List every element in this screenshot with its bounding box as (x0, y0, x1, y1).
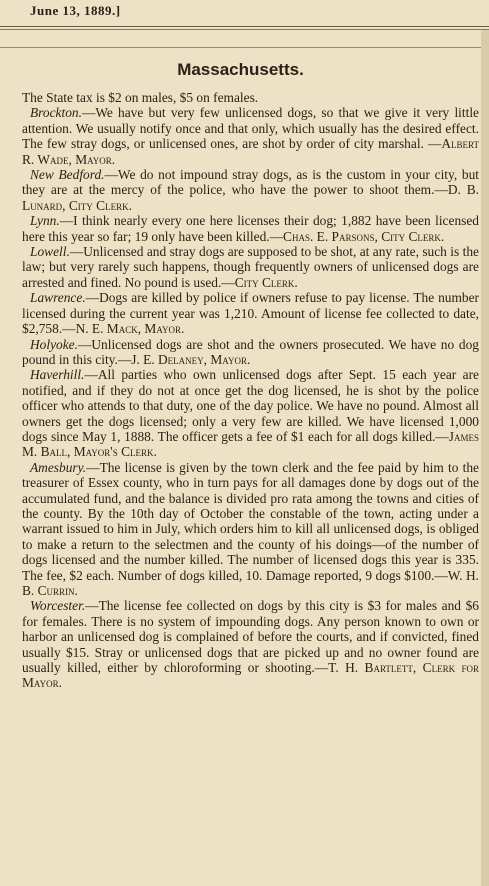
entry-signature: —James M. Ball, Mayor's Clerk. (22, 428, 479, 460)
place-name: Lawrence. (30, 290, 86, 306)
place-name: Brockton. (30, 105, 82, 121)
entry-text: —We do not impound stray dogs, as is the custom in your city, but they are at the mercy of the police, who have the power to shoot them. (22, 167, 479, 198)
entry-text: —I think nearly every one here licenses their dog; 1,882 have been licensed here this year so far; 19 only have been killed. (22, 213, 479, 244)
entry-signature: —W. H. B. Currin. (22, 567, 480, 598)
column-edge (481, 30, 489, 886)
place-name: Worcester. (30, 598, 86, 614)
entry-paragraph (22, 105, 479, 167)
entry-signature: —N. E. Mack, Mayor. (62, 321, 185, 337)
entry-text: —Unlicensed and stray dogs are supposed to be shot, at any rate, such is the law; but very rarely such happens, though frequently owners of unlicensed dogs are arrested and fined. No pound is used. (22, 244, 479, 290)
header-rule-double (0, 29, 489, 30)
place-name: Lynn. (30, 213, 60, 229)
entry-signature: —D. B. Lunard, City Clerk. (22, 182, 480, 213)
place-name: Amesbury. (30, 459, 87, 475)
entry-signature: —J. E. Delaney, Mayor. (117, 351, 251, 367)
entry-text: —The license is given by the town clerk and the fee paid by him to the treasurer of Essex county, who in turn pays for all damages done by dogs out of the accumulated fund, and the balance is divided pro rata among the towns and cities of the county. By the 10th day of October the constable of the town, acting under a warrant issued to him in July, which orders him to kill all unlicensed dogs, is obliged to make a return to the selectmen and the county of his doings—of the number of dogs licensed and the number killed. The number of licensed dogs this year is 335. The fee, $2 each. Number of dogs killed, 10. Damage reported, 9 dogs $100. (22, 459, 479, 583)
header-rule (0, 26, 489, 27)
entry-paragraph (22, 367, 479, 459)
place-name: Haverhill. (30, 367, 85, 383)
entry-signature: —Albert R. Wade, Mayor. (22, 136, 479, 167)
entry-paragraph (22, 598, 479, 690)
page-dateline: June 13, 1889.] (30, 3, 121, 18)
entry-paragraph (22, 244, 479, 290)
place-name: Lowell. (30, 244, 70, 260)
entry-paragraph (22, 167, 479, 213)
entry-signature: —City Clerk. (221, 274, 298, 290)
entry-text: —We have but very few unlicensed dogs, so that we give it very little attention. We usually notify once and that only, which usually has the desired effect. The few stray dogs, or unlicensed ones, are shot by order of city marshal. (22, 105, 479, 152)
entry-text: —The license fee collected on dogs by this city is $3 for males and $6 for females. There is no system of impounding dogs. Any person known to own or harbor an unlicensed dog is complained of before the courts, and if convicted, fined usually $15. Stray or unlicensed dogs that are picked up and no owner found are usually killed, either by chloroforming or shooting. (22, 598, 479, 676)
entry-signature: —T. H. Bartlett, Clerk for Mayor. (22, 660, 479, 691)
entry-text: —Dogs are killed by police if owners refuse to pay license. The number licensed during the current year was 1,210. Amount of license fee collected to date, $2,758. (22, 290, 479, 337)
article-body (22, 90, 479, 691)
entry-paragraph (22, 460, 479, 599)
section-divider (0, 47, 489, 48)
entry-paragraph (22, 337, 479, 368)
entry-paragraph (22, 213, 479, 244)
place-name: New Bedford. (30, 167, 105, 183)
entry-text: —All parties who own unlicensed dogs after Sept. 15 each year are notified, and if they do not at once get the dog licensed, he is shot by the police officer who attends to that duty, one of the day police. We have no pound. Almost all owners get the dogs licensed; only a very few are killed. We have licensed 1,000 dogs since May 1, 1888. The officer gets a fee of $1 each for all dogs killed. (22, 367, 479, 444)
section-heading: Massachusetts. (177, 60, 304, 79)
entry-text: —Unlicensed dogs are shot and the owners prosecuted. We have no dog pound in this city. (22, 336, 479, 367)
entry-paragraph (22, 290, 479, 336)
intro-paragraph: The State tax is $2 on males, $5 on females. (22, 90, 259, 105)
entry-signature: —Chas. E. Parsons, City Clerk. (269, 228, 445, 244)
place-name: Holyoke. (30, 336, 78, 352)
